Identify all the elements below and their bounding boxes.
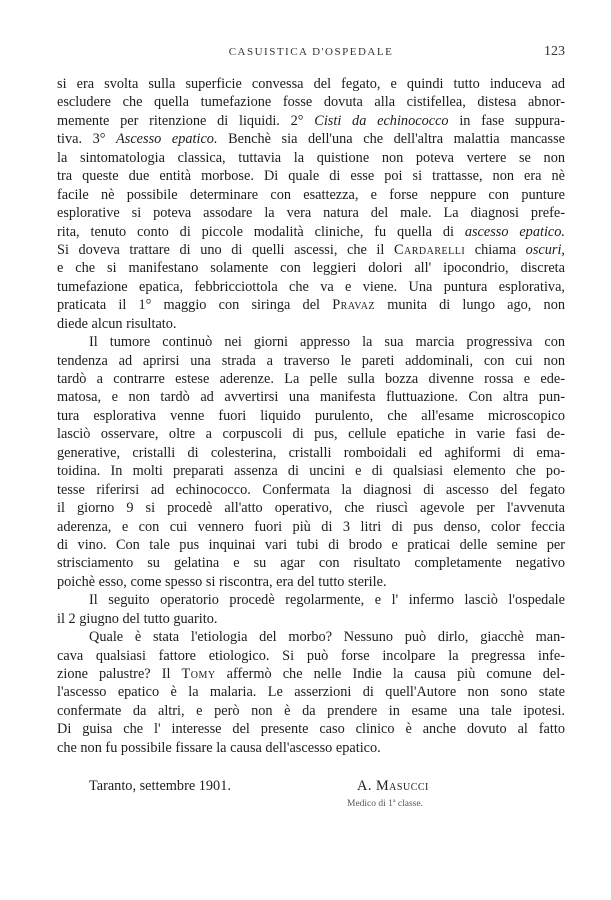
text-segment: tendenza ad aprirsi una strada a traverso le pareti addominali, con cui non bbox=[57, 352, 565, 369]
italic-text: Ascesso epatico. bbox=[116, 131, 218, 148]
text-segment: di vino. Con tale pus inquinai vari tubi di brodo e praticai delle semine per bbox=[57, 536, 565, 553]
running-title: CASUISTICA D'OSPEDALE bbox=[228, 46, 394, 58]
small-caps-name: Tomy bbox=[181, 666, 216, 682]
text-segment: aderenza, e con cui vennero fuori più di 3 litri di pus denso, color feccia bbox=[57, 518, 565, 535]
text-line bbox=[57, 610, 565, 628]
text-segment: tura esplorativa venne fuori liquido purulento, che all'esame microscopico bbox=[57, 407, 565, 424]
text-segment: l'ascesso epatico è la malaria. Le asserzioni di quell'Autore non sono state bbox=[57, 684, 565, 701]
text-line bbox=[57, 204, 565, 222]
paragraph bbox=[57, 628, 565, 757]
text-segment: tiva. 3° bbox=[57, 131, 117, 148]
text-segment: e che si manifestano solamente con leggieri dolori all' ipocondrio, discreta bbox=[57, 260, 565, 277]
text-segment: lasciò osservare, oltre a corpuscoli di pus, cellule epatiche in varie fasi de- bbox=[57, 426, 565, 443]
text-segment: il 2 giugno del tutto guarito. bbox=[57, 610, 218, 627]
body-text bbox=[57, 75, 565, 757]
text-line bbox=[57, 444, 565, 462]
text-segment: Quale è stata l'etiologia del morbo? Nessuno può dirlo, giacchè man- bbox=[89, 629, 565, 646]
text-segment: tra queste due entità morbose. Di quale di esse poi si trattasse, non era nè bbox=[57, 168, 565, 185]
signature-block bbox=[57, 778, 565, 818]
text-segment: generative, cristalli di colesterina, cristalli romboidali ed aghiformi di ema- bbox=[57, 444, 565, 461]
text-line bbox=[57, 241, 565, 259]
text-segment: si era svolta sulla superficie convessa del fegato, e quindi tutto induceva ad bbox=[57, 76, 565, 92]
text-line bbox=[57, 149, 565, 167]
text-line bbox=[57, 591, 565, 609]
italic-text: Cisti da echinococco bbox=[314, 112, 449, 129]
text-line bbox=[57, 407, 565, 425]
text-line bbox=[57, 333, 565, 351]
text-segment: la sintomatologia classica, tuttavia la quistione non poteva vertere se non bbox=[57, 149, 565, 166]
text-segment: zione palustre? Il bbox=[57, 666, 182, 682]
text-line bbox=[57, 499, 565, 517]
text-line bbox=[57, 278, 565, 296]
text-line bbox=[57, 315, 565, 333]
text-line bbox=[57, 481, 565, 499]
text-line bbox=[57, 683, 565, 701]
text-line bbox=[57, 130, 565, 148]
text-line bbox=[57, 739, 565, 757]
text-line bbox=[57, 647, 565, 665]
text-segment: toidina. In molti preparati assenza di uncini e di qualsiasi elemento che po- bbox=[57, 463, 565, 480]
text-segment: munita di lungo ago, non bbox=[375, 297, 565, 314]
text-line bbox=[57, 167, 565, 185]
page-number: 123 bbox=[544, 44, 565, 59]
text-line bbox=[57, 665, 565, 683]
text-line bbox=[57, 186, 565, 204]
text-segment: esplorative si poteva assodare la vera natura del male. La diagnosi prefe- bbox=[57, 205, 565, 222]
text-segment: confermate da altri, e però non è da prendere in esame una tale ipotesi. bbox=[57, 702, 565, 719]
dateline: Taranto, settembre 1901. bbox=[89, 778, 231, 794]
text-segment: che non fu possibile fissare la causa dell'ascesso epatico. bbox=[57, 739, 381, 756]
text-line bbox=[57, 720, 565, 738]
text-segment: tumefazione epatica, febbricciottola che va e viene. Una puntura esplorativa, bbox=[57, 278, 565, 295]
text-segment: tardò a contrarre estese aderenze. La pelle sulla bozza divenne rossa e ede- bbox=[57, 371, 565, 387]
author-title: Medico di 1ª classe. bbox=[347, 799, 423, 809]
text-segment: matosa, e non tardò ad avvertirsi una manifesta fluttuazione. Con altra pun- bbox=[57, 389, 565, 406]
text-segment: Il tumore continuò nei giorni appresso la sua marcia progressiva con bbox=[89, 334, 565, 351]
text-segment: poichè esso, come spesso si riscontra, era del tutto sterile. bbox=[57, 573, 387, 590]
text-segment: affermò che nelle Indie la causa più comune del- bbox=[215, 666, 565, 682]
text-line bbox=[57, 112, 565, 130]
text-segment: diede alcun risultato. bbox=[57, 315, 177, 332]
text-segment: memente per ritenzione di liquidi. 2° bbox=[57, 112, 315, 129]
text-line bbox=[57, 573, 565, 591]
paragraph bbox=[57, 75, 565, 333]
text-segment: tesse riferirsi ad echinococco. Confermata la diagnosi di ascesso del fegato bbox=[57, 481, 565, 498]
text-line bbox=[57, 352, 565, 370]
text-line bbox=[57, 75, 565, 93]
paragraph bbox=[57, 591, 565, 628]
text-line bbox=[57, 223, 565, 241]
text-line bbox=[57, 296, 565, 314]
page-header bbox=[57, 46, 565, 66]
text-segment: praticata il 1° maggio con siringa del bbox=[57, 297, 333, 314]
small-caps-name: Pravaz bbox=[332, 297, 376, 314]
text-line bbox=[57, 370, 565, 388]
text-segment: cava qualsiasi fattore etiologico. Si può forse incolpare la pregressa infe- bbox=[57, 647, 565, 664]
text-line bbox=[57, 628, 565, 646]
text-segment: facile nè possibile determinare con esattezza, e forse neppure con punture bbox=[57, 186, 565, 203]
text-line bbox=[57, 388, 565, 406]
text-segment: rita, tenuto conto di piccole modalità cliniche, fu quella di bbox=[57, 223, 465, 240]
text-segment: strisciamento su gelatina e su agar con risultato completamente negativo bbox=[57, 555, 565, 572]
text-line bbox=[57, 93, 565, 111]
text-line bbox=[57, 536, 565, 554]
italic-text: oscuri, bbox=[525, 241, 565, 258]
text-line bbox=[57, 425, 565, 443]
text-line bbox=[57, 554, 565, 572]
text-segment: Si doveva trattare di uno di quelli ascessi, che il bbox=[57, 241, 394, 258]
text-segment: in fase suppura- bbox=[448, 112, 566, 129]
paragraph bbox=[57, 333, 565, 591]
text-segment: Benchè sia dell'una che dell'altra malattia mancasse bbox=[217, 131, 566, 148]
text-segment: escludere che quella tumefazione fosse dovuta alla cistifellea, distesa abnor- bbox=[57, 94, 565, 111]
italic-text: ascesso epatico. bbox=[464, 223, 565, 240]
text-segment: Di guisa che l' interesse del presente caso clinico è anche dovuto al fatto bbox=[57, 721, 565, 738]
author-name: A. Masucci bbox=[357, 778, 429, 794]
small-caps-name: Cardarelli bbox=[393, 241, 466, 258]
text-line bbox=[57, 518, 565, 536]
text-line bbox=[57, 702, 565, 720]
text-segment: il giorno 9 si procedè all'atto operativo, che riuscì agevole per l'avvenuta bbox=[57, 500, 565, 517]
text-line bbox=[57, 259, 565, 277]
text-segment: chiama bbox=[465, 241, 526, 258]
text-line bbox=[57, 462, 565, 480]
text-segment: Il seguito operatorio procedè regolarmente, e l' infermo lasciò l'ospedale bbox=[89, 592, 565, 609]
